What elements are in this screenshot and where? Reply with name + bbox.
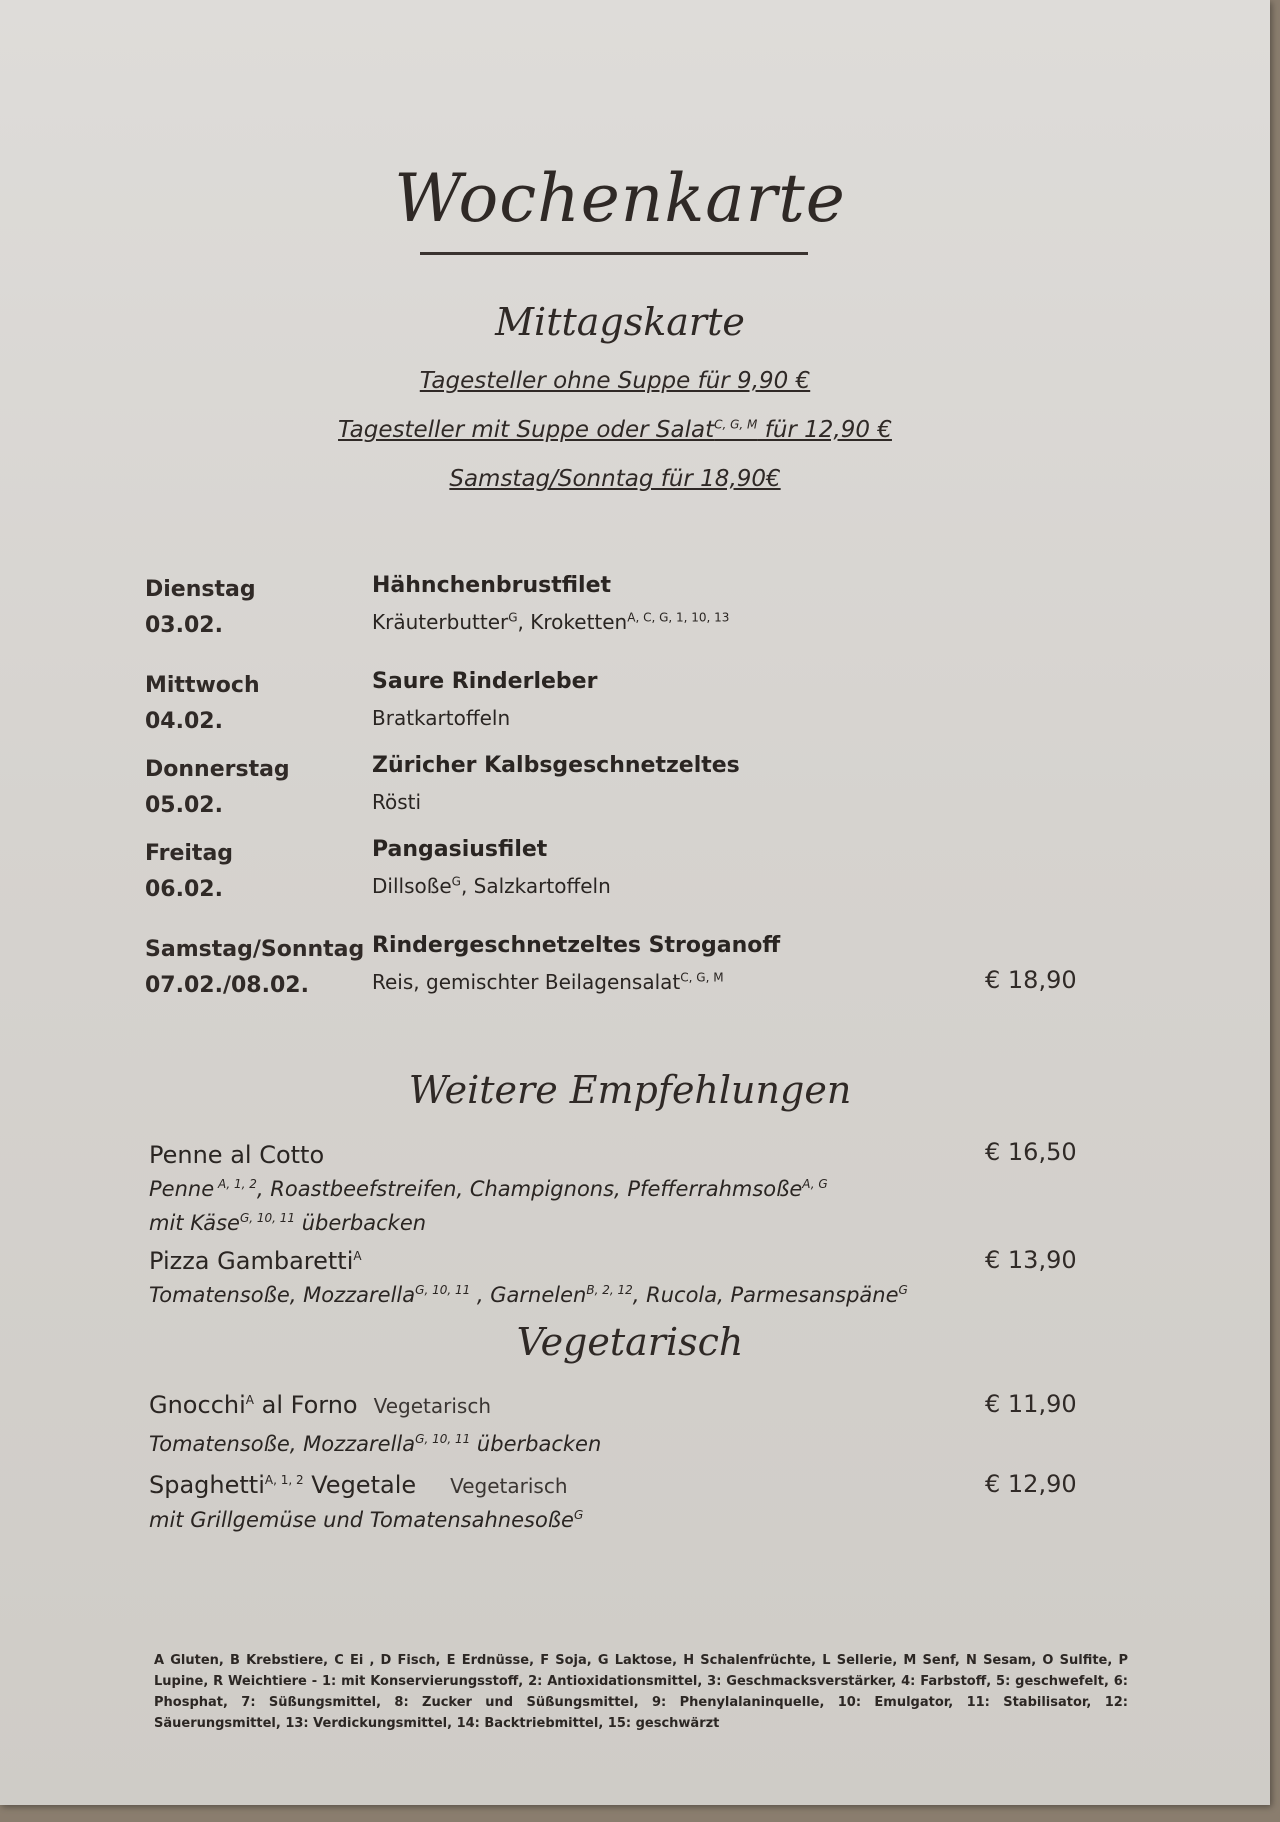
offer-line-2: Tagesteller mit Suppe oder Salat$^{C, G, M}$ für 12,90 € [338, 417, 892, 443]
day-dish: Saure Rinderleber Bratkartoffeln [372, 669, 598, 730]
lunch-heading: Mittagskarte [495, 300, 745, 344]
item-price: € 12,90 [985, 1470, 1077, 1498]
menu-item: Spaghetti$^{A, 1, 2}$ Vegetale Vegetarisch mit Grillgemüse und Tomatensahnesoße$^G$ [149, 1471, 584, 1532]
menu-item: Pizza Gambaretti$^A$ Tomatensoße, Mozzarella$^{G, 10, 11}$ , Garnelen$^{B, 2, 12}$, Rucola, Parmesanspäne$^G$ [149, 1247, 908, 1307]
offer-line-3: Samstag/Sonntag für 18,90€ [449, 466, 781, 492]
day-label: Mittwoch 04.02. [145, 673, 260, 734]
vegetarian-heading: Vegetarisch [516, 1320, 744, 1364]
menu-item: Penne al Cotto Penne $^{A, 1, 2}$, Roastbeefstreifen, Champignons, Pfefferrahmsoße$^{A, G}$ mit Käse$^{G, 10, 11}$ überbacken [149, 1141, 828, 1235]
offer-line-1: Tagesteller ohne Suppe für 9,90 € [419, 368, 811, 394]
item-price: € 13,90 [985, 1246, 1077, 1274]
allergen-legend: A Gluten, B Krebstiere, C Ei , D Fisch, E Erdnüsse, F Soja, G Laktose, H Schalenfrüchte, L Sellerie, M Senf, N Sesam, O Sulfite, P Lupine, R Weichtiere - 1: mit Konservierungsstoff, 2: Antioxidationsmittel, 3: Geschmacksverstärker, 4: Farbstoff, 5: geschwefelt, 6: Phosphat, 7: Süßungsmittel, 8: Zucker und Süßungsmittel, 9: Phenylalaninquelle, 10: Emulgator, 11: Stabilisator, 12: Säuerungsmittel, 13: Verdickungsmittel, 14: Backtriebmittel, 15: geschwärzt [154, 1653, 1128, 1731]
menu-title: Wochenkarte [394, 160, 846, 237]
day-dish: Pangasiusfilet Dillsoße$^G$, Salzkartoffeln [372, 837, 611, 898]
weekend-price: € 18,90 [985, 966, 1077, 994]
day-dish: Hähnchenbrustfilet Kräuterbutter$^G$, Kroketten$^{A, C, G, 1, 10, 13}$ [372, 573, 730, 634]
day-label: Samstag/Sonntag 07.02./08.02. [145, 937, 365, 998]
day-dish: Züricher Kalbsgeschnetzeltes Rösti [372, 753, 740, 814]
day-label: Donnerstag 05.02. [145, 757, 290, 818]
day-dish: Rindergeschnetzeltes Stroganoff Reis, gemischter Beilagensalat$^{C, G, M}$ [372, 933, 781, 994]
day-label: Dienstag 03.02. [145, 577, 256, 638]
recommendations-heading: Weitere Empfehlungen [408, 1068, 852, 1112]
item-price: € 11,90 [985, 1390, 1077, 1418]
title-underline [420, 252, 808, 255]
item-price: € 16,50 [985, 1138, 1077, 1166]
menu-item: Gnocchi$^A$ al Forno Vegetarisch Tomatensoße, Mozzarella$^{G, 10, 11}$ überbacken [149, 1391, 602, 1456]
day-label: Freitag 06.02. [145, 841, 234, 902]
